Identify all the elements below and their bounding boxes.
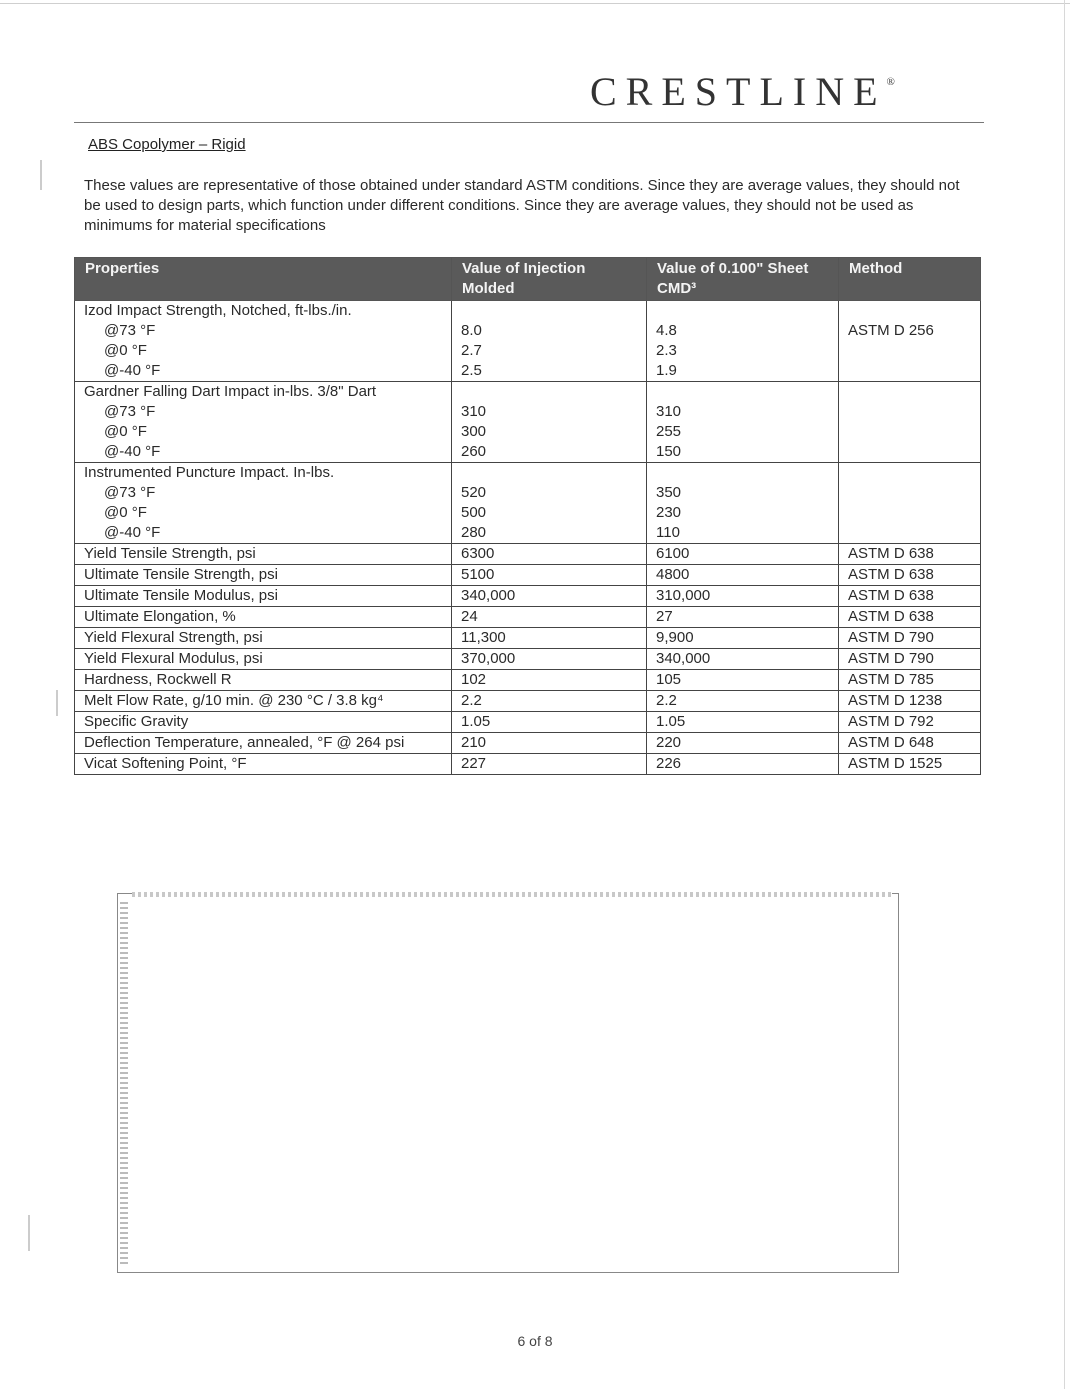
molded-value: 310 — [461, 403, 487, 420]
property-cell: Yield Flexural Modulus, psi — [75, 649, 452, 670]
property-cell: Specific Gravity — [75, 712, 452, 733]
molded-value: 8.0 — [461, 322, 482, 339]
property-cell: Hardness, Rockwell R — [75, 670, 452, 691]
sheet-value: 255 — [656, 423, 682, 440]
molded-value-cell — [452, 301, 647, 382]
molded-value-cell: 5100 — [452, 565, 647, 586]
molded-value: 2.7 — [461, 342, 482, 359]
frame-top-edge — [132, 892, 892, 897]
registered-mark: ® — [886, 76, 895, 88]
table-row — [75, 628, 981, 649]
sheet-value-cell: 220 — [647, 733, 839, 754]
method-cell: ASTM D 1525 — [839, 754, 981, 775]
table-row — [75, 754, 981, 775]
properties-table — [74, 257, 981, 775]
document-title: ABS Copolymer – Rigid — [88, 136, 246, 153]
empty-frame — [117, 893, 899, 1273]
method-cell: ASTM D 790 — [839, 628, 981, 649]
table-row — [75, 691, 981, 712]
table-row — [75, 649, 981, 670]
molded-value-cell — [452, 463, 647, 544]
sheet-value-cell: 340,000 — [647, 649, 839, 670]
molded-value-cell: 340,000 — [452, 586, 647, 607]
header-properties: Properties — [75, 258, 452, 301]
property-cell: Ultimate Tensile Strength, psi — [75, 565, 452, 586]
molded-value-cell: 11,300 — [452, 628, 647, 649]
table-row — [75, 733, 981, 754]
table-row — [75, 712, 981, 733]
sheet-value-cell: 1.05 — [647, 712, 839, 733]
condition-label: @73 °F — [104, 484, 156, 501]
condition-label: @73 °F — [104, 322, 156, 339]
method-cell: ASTM D 638 — [839, 544, 981, 565]
table-row — [75, 670, 981, 691]
sheet-value: 2.3 — [656, 342, 677, 359]
sheet-value-cell: 27 — [647, 607, 839, 628]
sheet-value: 150 — [656, 443, 682, 460]
molded-value-cell — [452, 382, 647, 463]
sheet-value: 1.9 — [656, 362, 677, 379]
scan-mark — [40, 160, 42, 190]
sheet-value-cell — [647, 463, 839, 544]
table-row — [75, 586, 981, 607]
method-cell: ASTM D 1238 — [839, 691, 981, 712]
crestline-logo — [590, 68, 895, 115]
sheet-value-cell — [647, 301, 839, 382]
sheet-value: 310 — [656, 403, 682, 420]
intro-paragraph: These values are representative of those obtained under standard ASTM conditions. Since they are average values, they should not be used to design parts, which function under different conditions. Since they are average values, they should not be used as minimums for material specifications — [84, 177, 960, 234]
sheet-value: 230 — [656, 504, 682, 521]
header-method: Method — [839, 258, 981, 301]
scan-edge-top — [0, 3, 1070, 4]
table-header-row — [75, 258, 981, 301]
sheet-value-cell: 9,900 — [647, 628, 839, 649]
condition-label: @0 °F — [104, 342, 147, 359]
property-cell — [75, 382, 452, 463]
property-cell: Deflection Temperature, annealed, °F @ 264 psi — [75, 733, 452, 754]
molded-value-cell: 1.05 — [452, 712, 647, 733]
molded-value: 300 — [461, 423, 487, 440]
table-row-group — [75, 382, 981, 463]
condition-label: @73 °F — [104, 403, 156, 420]
molded-value-cell: 2.2 — [452, 691, 647, 712]
condition-label: @-40 °F — [104, 524, 161, 541]
method-value: ASTM D 256 — [848, 322, 934, 339]
property-cell: Yield Tensile Strength, psi — [75, 544, 452, 565]
molded-value: 500 — [461, 504, 487, 521]
header-sheet-cmd: Value of 0.100" Sheet CMD³ — [647, 258, 839, 301]
property-cell: Ultimate Elongation, % — [75, 607, 452, 628]
condition-label: @-40 °F — [104, 362, 161, 379]
molded-value-cell: 210 — [452, 733, 647, 754]
method-cell: ASTM D 638 — [839, 565, 981, 586]
molded-value-cell: 227 — [452, 754, 647, 775]
table-body — [75, 301, 981, 775]
logo-text: CRESTLINE — [590, 69, 887, 114]
table-row-group — [75, 463, 981, 544]
sheet-value-cell: 2.2 — [647, 691, 839, 712]
molded-value-cell: 102 — [452, 670, 647, 691]
molded-value-cell: 24 — [452, 607, 647, 628]
method-cell — [839, 463, 981, 544]
table-row-group — [75, 301, 981, 382]
sheet-value-cell: 105 — [647, 670, 839, 691]
header-injection-molded: Value of Injection Molded — [452, 258, 647, 301]
table-row — [75, 544, 981, 565]
property-cell — [75, 301, 452, 382]
method-cell: ASTM D 785 — [839, 670, 981, 691]
property-cell: Melt Flow Rate, g/10 min. @ 230 °C / 3.8 kg⁴ — [75, 691, 452, 712]
sheet-value-cell — [647, 382, 839, 463]
method-cell: ASTM D 638 — [839, 607, 981, 628]
frame-left-edge — [120, 902, 128, 1264]
molded-value: 280 — [461, 524, 487, 541]
sheet-value-cell: 226 — [647, 754, 839, 775]
property-cell: Vicat Softening Point, °F — [75, 754, 452, 775]
page-number: 6 of 8 — [517, 1333, 553, 1349]
sheet-value-cell: 4800 — [647, 565, 839, 586]
condition-label: @0 °F — [104, 504, 147, 521]
molded-value-cell: 6300 — [452, 544, 647, 565]
property-heading: Izod Impact Strength, Notched, ft-lbs./in. — [84, 302, 352, 319]
condition-label: @-40 °F — [104, 443, 161, 460]
sheet-value: 350 — [656, 484, 682, 501]
condition-label: @0 °F — [104, 423, 147, 440]
method-cell — [839, 382, 981, 463]
method-cell: ASTM D 792 — [839, 712, 981, 733]
table-row — [75, 607, 981, 628]
header-rule — [74, 122, 984, 123]
property-cell: Yield Flexural Strength, psi — [75, 628, 452, 649]
table-row — [75, 565, 981, 586]
molded-value-cell: 370,000 — [452, 649, 647, 670]
method-cell: ASTM D 648 — [839, 733, 981, 754]
sheet-value-cell: 310,000 — [647, 586, 839, 607]
method-cell: ASTM D 790 — [839, 649, 981, 670]
scan-mark — [28, 1215, 30, 1251]
property-heading: Gardner Falling Dart Impact in-lbs. 3/8" Dart — [84, 383, 377, 400]
sheet-value: 4.8 — [656, 322, 677, 339]
scan-mark — [56, 690, 58, 716]
property-cell: Ultimate Tensile Modulus, psi — [75, 586, 452, 607]
sheet-value: 110 — [656, 524, 680, 541]
scan-edge-right — [1064, 0, 1065, 1389]
sheet-value-cell: 6100 — [647, 544, 839, 565]
method-cell — [839, 301, 981, 382]
property-heading: Instrumented Puncture Impact. In-lbs. — [84, 464, 335, 481]
molded-value: 2.5 — [461, 362, 482, 379]
property-cell — [75, 463, 452, 544]
method-cell: ASTM D 638 — [839, 586, 981, 607]
molded-value: 520 — [461, 484, 487, 501]
molded-value: 260 — [461, 443, 487, 460]
